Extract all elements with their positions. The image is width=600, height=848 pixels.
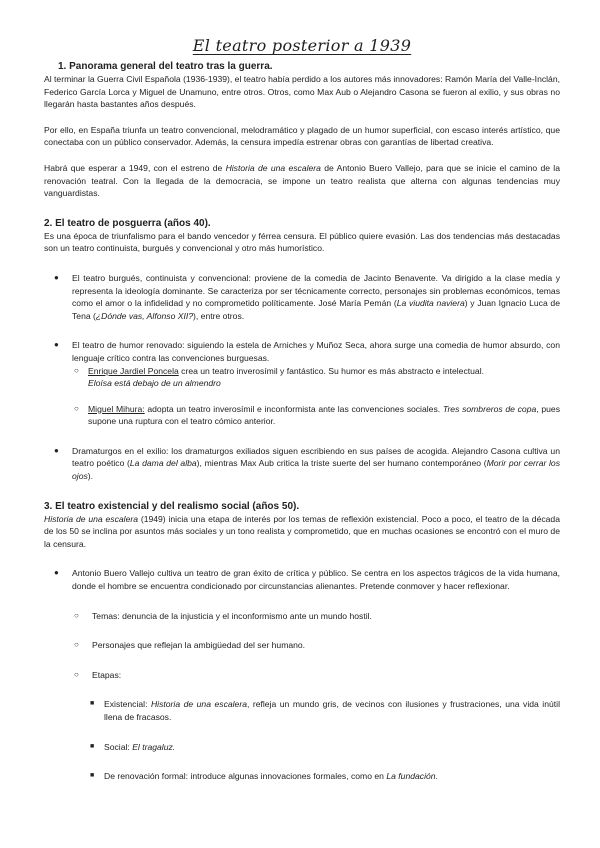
document-page bbox=[44, 36, 560, 783]
bullet-dot-icon: ● bbox=[54, 340, 59, 350]
bullet-square-icon: ■ bbox=[90, 742, 95, 750]
section-1-heading: 1. Panorama general del teatro tras la guerra. bbox=[58, 61, 273, 72]
sub-sub-list-item: ■ De renovación formal: introduce algunas innovaciones formales, como en La fundación. bbox=[90, 771, 438, 782]
list-item: ● El teatro burgués, continuista y convencional: proviene de la comedia de Jacinto Benavente. Va dirigido a la clase media y representa la ideología dominante. Se caracteriza por ser técnicamente correcto, personajes sin problemas económicos, temas como el amor o la infidelidad y no comprometido políticamente. José María Pemán (La viudita naviera) y Juan Ignacio Luca de Tena (¿Dónde vas, Alfonso XII?), entre otros. bbox=[54, 272, 560, 321]
sub-sub-list-item: ■ Existencial: Historia de una escalera, refleja un mundo gris, de vecinos con ilusiones y frustraciones, una vida inútil llena de fracasos. bbox=[90, 699, 560, 722]
bullet-square-icon: ■ bbox=[90, 700, 95, 708]
section-1-paragraph-2: Por ello, en España triunfa un teatro convencional, melodramático y plagado de un humor superficial, con escaso interés artístico, que conectaba con un público conservador. Además, la censura impedía estrenar obras con garantías de libertad creativa. bbox=[44, 124, 560, 148]
section-3-intro: Historia de una escalera (1949) inicia una etapa de interés por los temas de reflexión existencial. Poco a poco, el teatro de la década de los 50 se inclina por asuntos más sociales y un tono realista y comprometido, que en muchas ocasiones se encontró con el muro de la censura. bbox=[44, 513, 560, 549]
list-item: ● El teatro de humor renovado: siguiendo la estela de Arniches y Muñoz Seca, ahora surge una comedia de humor absurdo, con lenguaje crítico contra las convenciones burguesas. bbox=[54, 340, 560, 363]
sub-list-item: ○ Miguel Mihura: adopta un teatro inverosímil e inconformista ante las convenciones sociales. Tres sombreros de copa, pues supone una ruptura con el teatro cómico anterior. bbox=[74, 403, 560, 427]
section-1-paragraph-3: Habrá que esperar a 1949, con el estreno de Historia de una escalera de Antonio Buero Vallejo, para que se inicie el camino de la renovación teatral. Con la llegada de la democracia, se impone un teatro realista que alterna con algunas tendencias muy vanguardistas. bbox=[44, 162, 560, 199]
bullet-circle-icon: ○ bbox=[74, 403, 79, 413]
sub-list-item: ○ Etapas: bbox=[74, 669, 122, 680]
bullet-circle-icon: ○ bbox=[74, 610, 79, 620]
bullet-circle-icon: ○ bbox=[74, 669, 79, 679]
bullet-circle-icon: ○ bbox=[74, 365, 79, 375]
section-2-heading: 2. El teatro de posguerra (años 40). bbox=[44, 217, 211, 229]
section-2-intro: Es una época de triunfalismo para el bando vencedor y férrea censura. El público quiere evasión. Las dos tendencias más destacadas son un teatro continuista, burgués y convencional y otro más humorístico. bbox=[44, 230, 560, 254]
sub-list-item: ○ Personajes que reflejan la ambigüedad del ser humano. bbox=[74, 640, 306, 651]
section-3-heading: 3. El teatro existencial y del realismo social (años 50). bbox=[44, 500, 300, 512]
bullet-dot-icon: ● bbox=[54, 272, 59, 282]
bullet-circle-icon: ○ bbox=[74, 640, 79, 650]
sub-sub-list-item: ■ Social: El tragaluz. bbox=[90, 741, 176, 752]
bullet-dot-icon: ● bbox=[54, 445, 59, 455]
bullet-dot-icon: ● bbox=[54, 568, 59, 578]
sub-list-item: ○ Enrique Jardiel Poncela crea un teatro inverosímil y fantástico. Su humor es más abstracto e intelectual. Eloísa está debajo de un almendro bbox=[74, 365, 485, 389]
sub-list-item: ○ Temas: denuncia de la injusticia y el inconformismo ante un mundo hostil. bbox=[74, 610, 372, 621]
bullet-square-icon: ■ bbox=[90, 772, 95, 780]
list-item: ● Dramaturgos en el exilio: los dramaturgos exiliados siguen escribiendo en sus países de acogida. Alejandro Casona cultiva un teatro poético (La dama del alba), mientras Max Aub critica la triste suerte del ser humano contemporáneo (Morir por cerrar los ojos). bbox=[54, 445, 561, 482]
page-title: El teatro posterior a 1939 bbox=[192, 36, 412, 55]
list-item: ● Antonio Buero Vallejo cultiva un teatro de gran éxito de crítica y público. Se centra en los aspectos trágicos de la vida humana, donde el hombre se encuentra condicionado por circunstancias alienantes. Pretende conmover y hacer reflexionar. bbox=[54, 568, 560, 592]
section-1-paragraph-1: Al terminar la Guerra Civil Española (1936-1939), el teatro había perdido a los autores más innovadores: Ramón María del Valle-Inclán, Federico García Lorca y Miguel de Unamuno, entre otros. Otros, como Max Aub o Alejandro Casona se fueron al exilio, y sus obras no llegarán hasta bastantes años después. bbox=[44, 74, 560, 110]
